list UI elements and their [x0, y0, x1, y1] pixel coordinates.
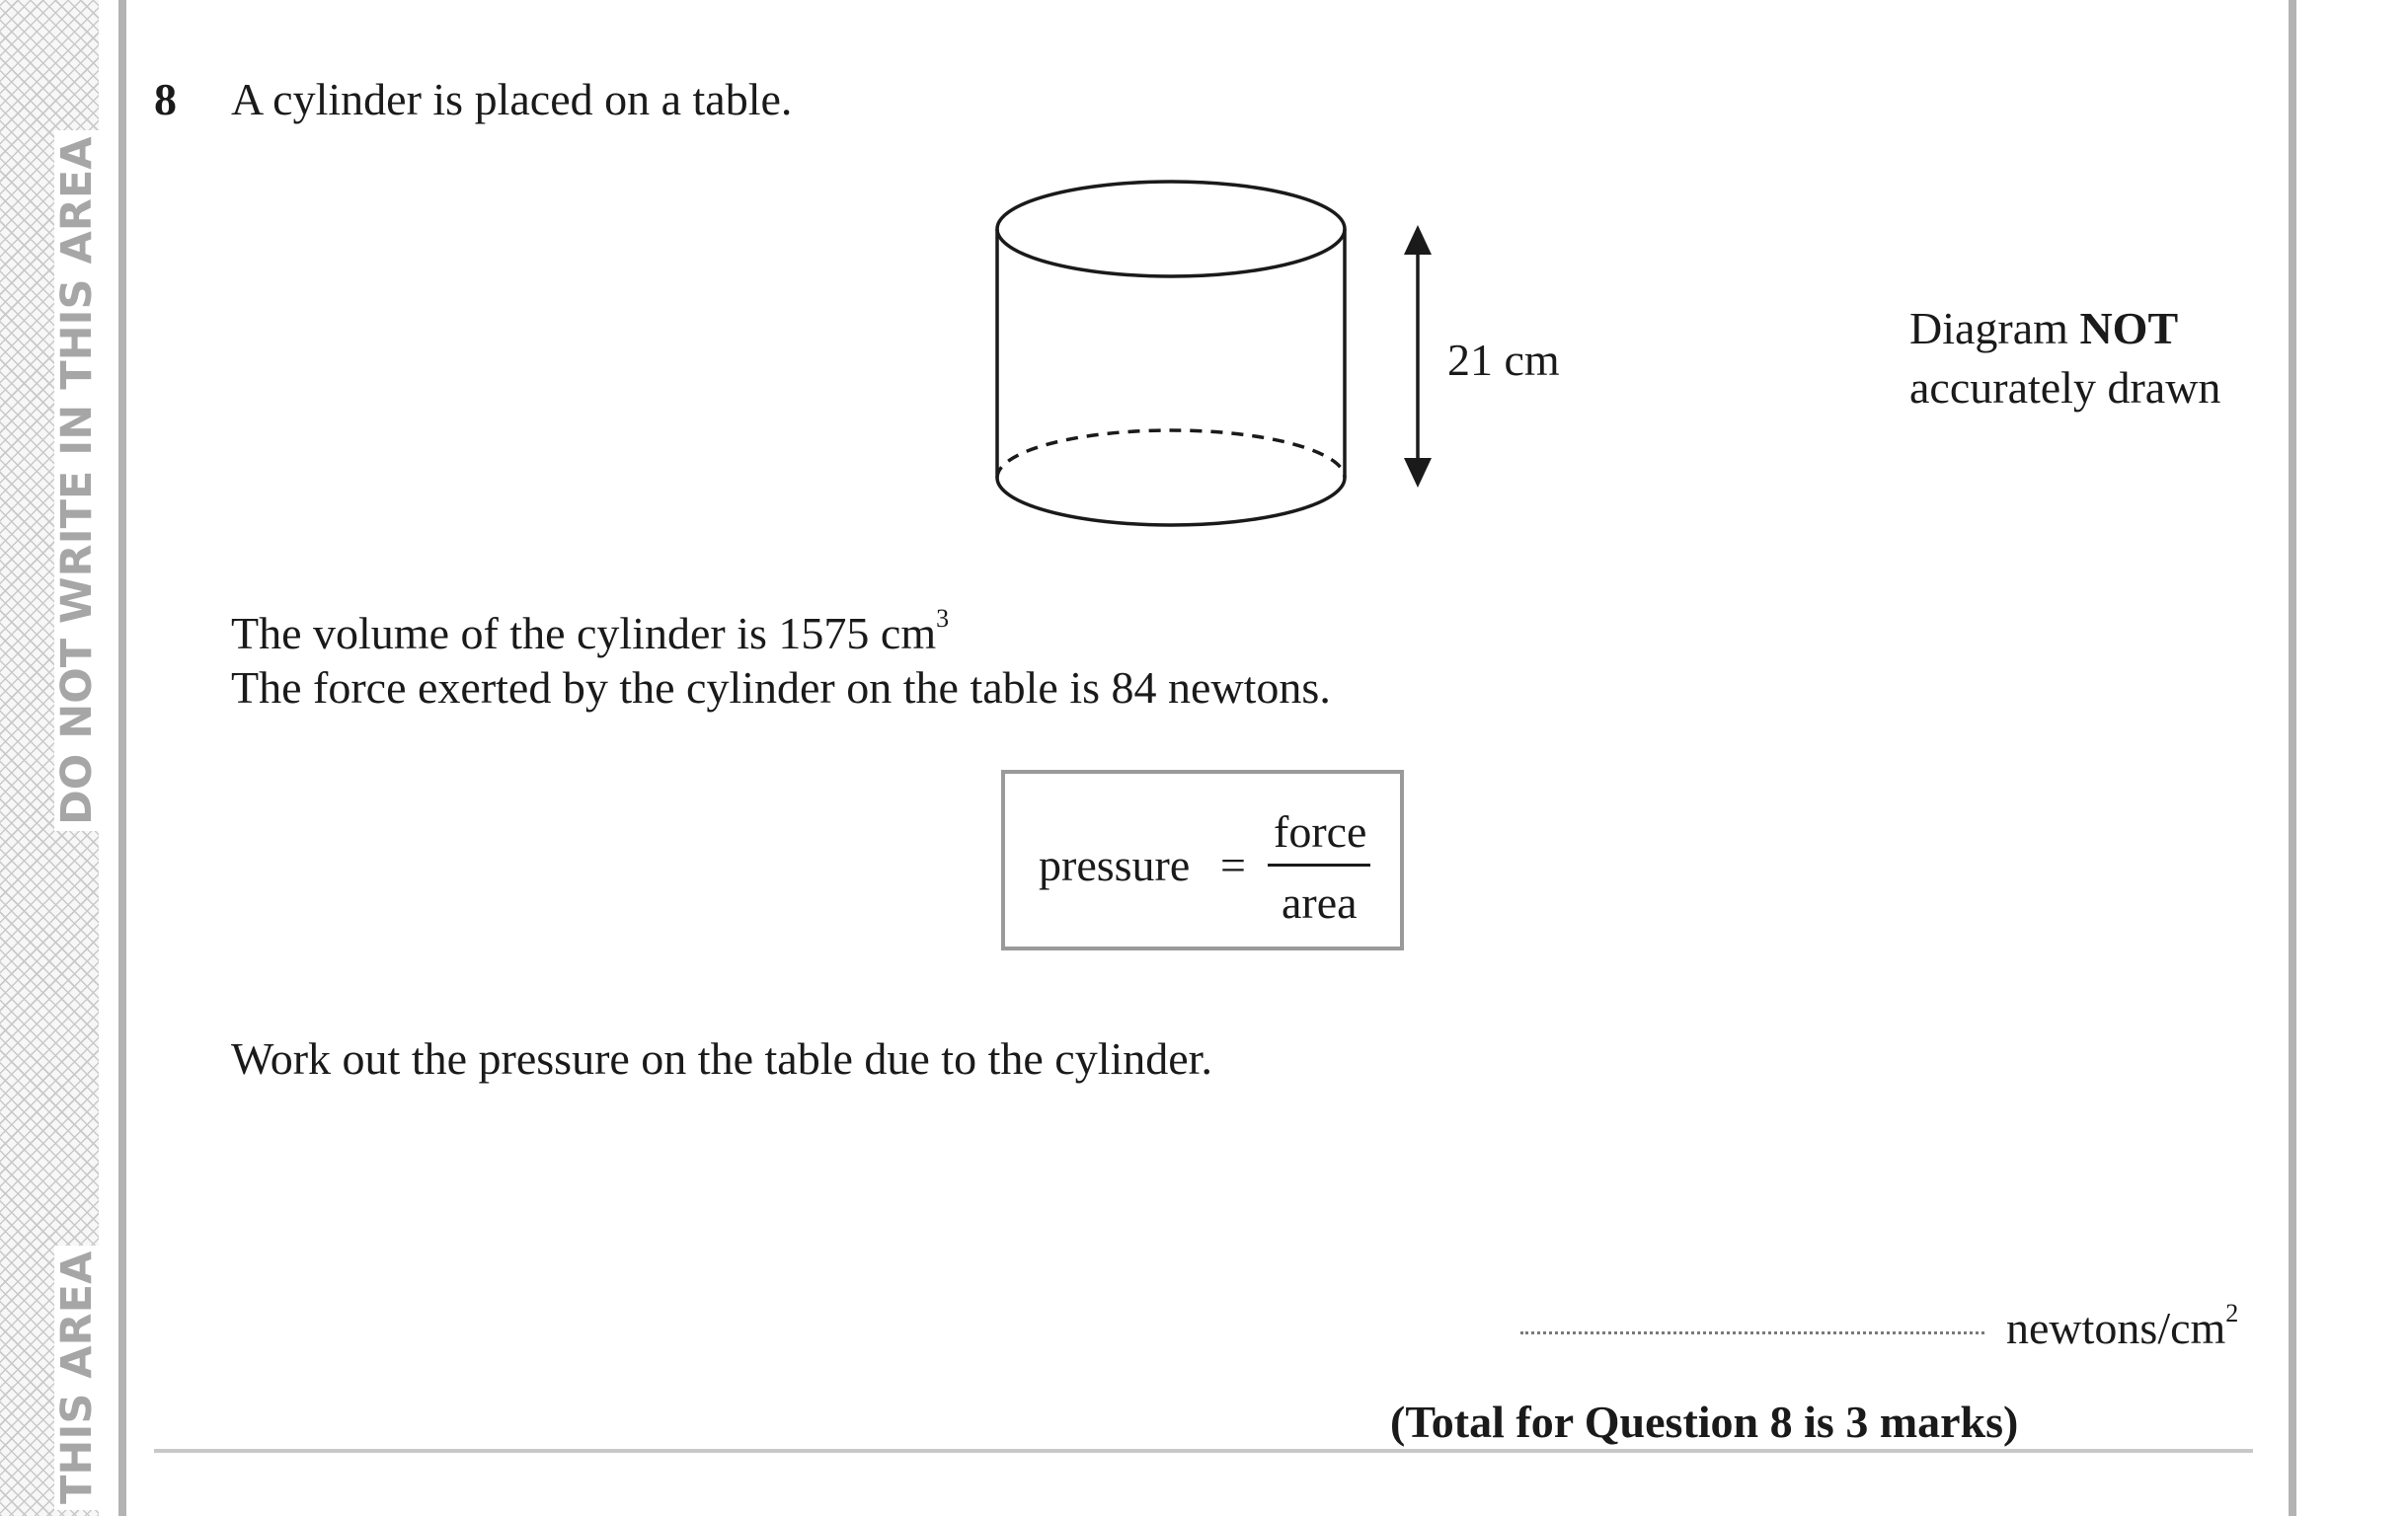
margin-warning-lower: THIS AREA	[54, 1246, 101, 1510]
formula-numerator: force	[1274, 806, 1367, 857]
answer-unit-exponent: 2	[2225, 1299, 2239, 1327]
cylinder-bottom-front	[997, 478, 1345, 525]
bottom-rule	[154, 1449, 2253, 1453]
volume-statement	[231, 606, 949, 656]
answer-unit	[2006, 1301, 2238, 1351]
height-label: 21 cm	[1447, 335, 1560, 385]
question-number: 8	[154, 74, 177, 124]
question-intro: A cylinder is placed on a table.	[231, 74, 793, 124]
height-arrow	[1404, 225, 1432, 488]
cylinder-bottom-back-dashed	[997, 430, 1345, 478]
force-statement: The force exerted by the cylinder on the table is 84 newtons.	[231, 662, 1331, 713]
answer-line[interactable]	[1520, 1331, 1984, 1334]
fraction-bar	[1268, 864, 1370, 867]
diagram-note-bold: NOT	[2079, 303, 2179, 353]
volume-exponent: 3	[936, 604, 950, 633]
diagram-note-prefix: Diagram	[1909, 303, 2080, 353]
diagram-note-line1	[1909, 303, 2179, 353]
total-marks: (Total for Question 8 is 3 marks)	[1390, 1397, 2019, 1447]
task-instruction: Work out the pressure on the table due to the cylinder.	[231, 1033, 1212, 1084]
formula-lhs: pressure	[1039, 840, 1191, 890]
cylinder-top-ellipse	[997, 182, 1345, 276]
diagram-note-line2: accurately drawn	[1909, 362, 2221, 413]
volume-text: The volume of the cylinder is 1575 cm	[231, 608, 937, 658]
margin-warning-upper: DO NOT WRITE IN THIS AREA	[54, 130, 101, 831]
formula-denominator: area	[1282, 877, 1358, 928]
answer-unit-text: newtons/cm	[2006, 1303, 2226, 1353]
formula-equals: =	[1220, 840, 1246, 890]
